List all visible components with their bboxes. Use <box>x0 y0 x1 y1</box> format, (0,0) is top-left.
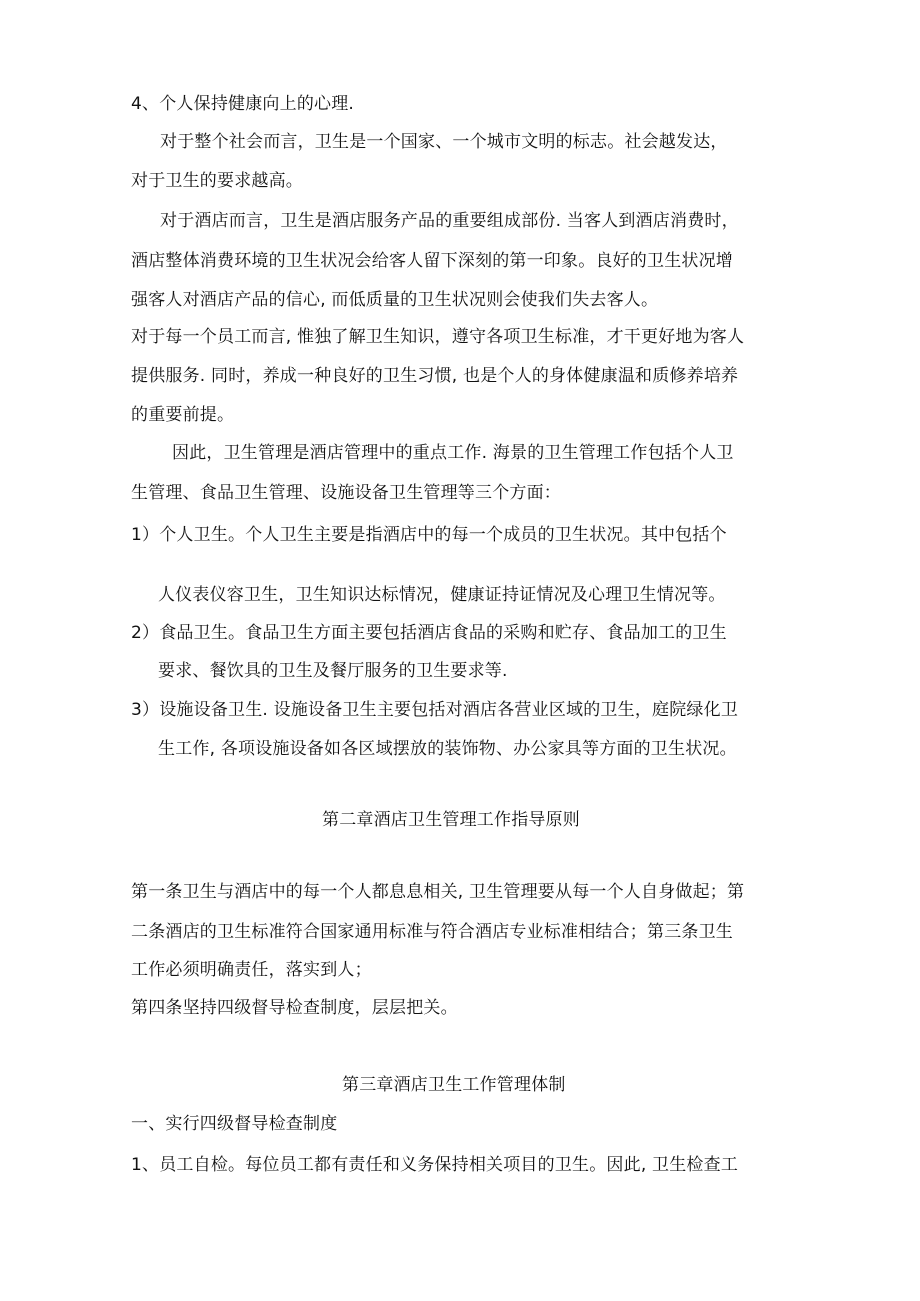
intro-therefore-line-2: 生管理、食品卫生管理、设施设备卫生管理等三个方面： <box>131 483 561 503</box>
chapter-2-para-line-1: 第一条卫生与酒店中的每一个人都息息相关, 卫生管理要从每一个人自身做起；第 <box>131 882 745 902</box>
aspect-1-line-2: 人仪表仪容卫生，卫生知识达标情况，健康证持证情况及心理卫生情况等。 <box>158 585 726 605</box>
chapter-2-para-line-2: 二条酒店的卫生标准符合国家通用标准与符合酒店专业标准相结合；第三条卫生 <box>131 922 733 942</box>
intro-staff-line-2: 提供服务. 同时，养成一种良好的卫生习惯, 也是个人的身体健康温和质修养培养 <box>131 366 739 386</box>
aspect-2-line-2: 要求、餐饮具的卫生及餐厅服务的卫生要求等. <box>158 661 508 681</box>
intro-society-line-2: 对于卫生的要求越高。 <box>131 171 303 191</box>
aspect-3-line-1: 3）设施设备卫生. 设施设备卫生主要包括对酒店各营业区域的卫生，庭院绿化卫 <box>131 700 739 720</box>
intro-item-4: 4、个人保持健康向上的心理. <box>131 94 355 114</box>
aspect-2-line-1: 2）食品卫生。食品卫生方面主要包括酒店食品的采购和贮存、食品加工的卫生 <box>131 623 727 643</box>
intro-society-line-1: 对于整个社会而言，卫生是一个国家、一个城市文明的标志。社会越发达， <box>160 132 728 152</box>
aspect-3-line-2: 生工作, 各项设施设备如各区域摆放的装饰物、办公家具等方面的卫生状况。 <box>158 739 737 759</box>
chapter-2-title: 第二章酒店卫生管理工作指导原则 <box>322 810 580 830</box>
chapter-3-section-1: 一、实行四级督导检查制度 <box>131 1114 338 1134</box>
aspect-1-line-1: 1）个人卫生。个人卫生主要是指酒店中的每一个成员的卫生状况。其中包括个 <box>131 525 727 545</box>
intro-staff-line-1: 对于每一个员工而言, 惟独了解卫生知识，遵守各项卫生标准，才干更好地为客人 <box>131 327 745 347</box>
chapter-3-item-1: 1、员工自检。每位员工都有责任和义务保持相关项目的卫生。因此, 卫生检查工 <box>131 1155 739 1175</box>
intro-therefore-line-1: 因此，卫生管理是酒店管理中的重点工作. 海景的卫生管理工作包括个人卫 <box>172 443 734 463</box>
chapter-3-title: 第三章酒店卫生工作管理体制 <box>342 1075 566 1095</box>
intro-hotel-line-2: 酒店整体消费环境的卫生状况会给客人留下深刻的第一印象。良好的卫生状况增 <box>131 251 733 271</box>
chapter-2-para-line-4: 第四条坚持四级督导检查制度，层层把关。 <box>131 998 458 1018</box>
intro-hotel-line-3: 强客人对酒店产品的信心, 而低质量的卫生状况则会使我们失去客人。 <box>131 290 659 310</box>
intro-staff-line-3: 的重要前提。 <box>131 405 235 425</box>
intro-hotel-line-1: 对于酒店而言，卫生是酒店服务产品的重要组成部份. 当客人到酒店消费时， <box>160 211 739 231</box>
chapter-2-para-line-3: 工作必须明确责任，落实到人； <box>131 960 372 980</box>
